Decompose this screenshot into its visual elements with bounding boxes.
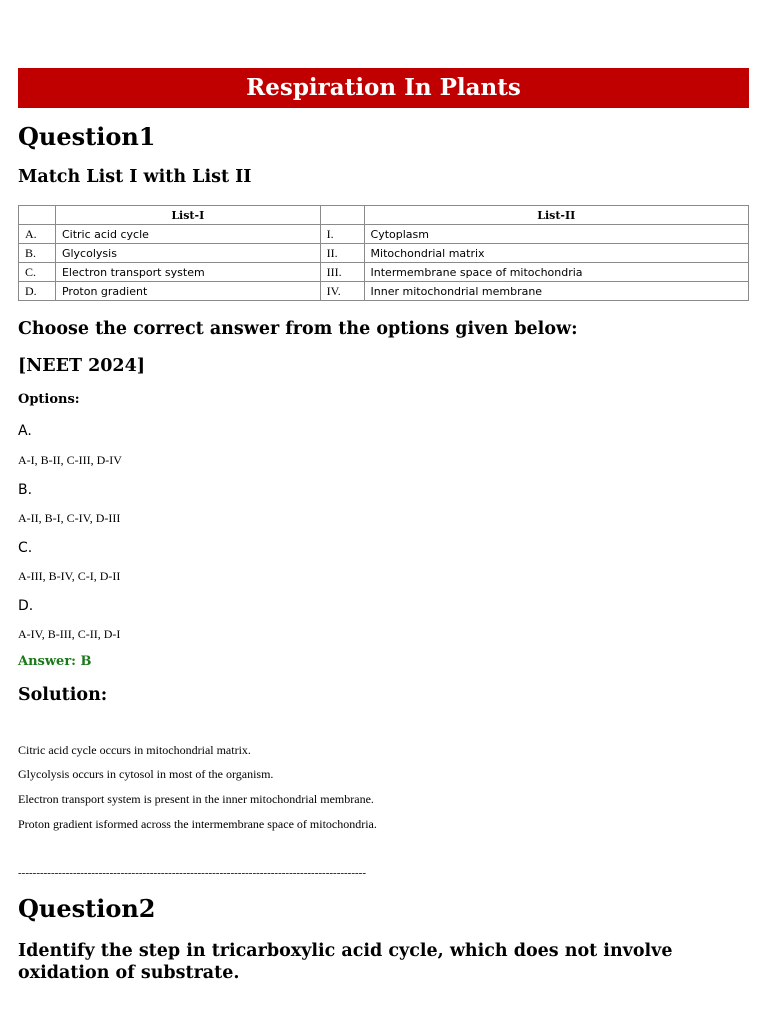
list1-key: B. <box>19 244 56 263</box>
solution-line: Proton gradient isformed across the intermembrane space of mitochondria. <box>18 817 377 831</box>
solution-line: Citric acid cycle occurs in mitochondrial matrix. <box>18 743 251 757</box>
option-b-letter: B. <box>18 482 33 498</box>
list2-key: IV. <box>320 282 364 301</box>
table-row <box>19 244 749 263</box>
question1-instruction: Choose the correct answer from the options given below: <box>18 319 578 339</box>
list2-key: II. <box>320 244 364 263</box>
solution-line: Electron transport system is present in the inner mitochondrial membrane. <box>18 792 374 806</box>
list2-value: Mitochondrial matrix <box>364 244 748 263</box>
list2-value: Intermembrane space of mitochondria <box>364 263 748 282</box>
option-d-text: A-IV, B-III, C-II, D-I <box>18 627 121 641</box>
list2-value: Cytoplasm <box>364 225 748 244</box>
option-c-letter: C. <box>18 540 33 556</box>
table-row <box>19 282 749 301</box>
option-c-text: A-III, B-IV, C-I, D-II <box>18 569 121 583</box>
question2-prompt: Identify the step in tricarboxylic acid cycle, which does not involve oxidation of substrate. <box>18 941 673 983</box>
answer-text: Answer: B <box>18 654 92 669</box>
list1-value: Citric acid cycle <box>55 225 320 244</box>
solution-line: Glycolysis occurs in cytosol in most of the organism. <box>18 767 274 781</box>
list1-value: Electron transport system <box>55 263 320 282</box>
match-table-header-row <box>19 206 749 225</box>
table-row <box>19 225 749 244</box>
option-d-letter: D. <box>18 598 34 614</box>
list1-key: A. <box>19 225 56 244</box>
list1-key: D. <box>19 282 56 301</box>
question1-heading: Question1 <box>18 122 156 151</box>
list2-key: I. <box>320 225 364 244</box>
chapter-title-banner: Respiration In Plants <box>18 68 749 108</box>
question1-prompt: Match List I with List II <box>18 167 252 187</box>
table-header-blank <box>320 206 364 225</box>
solution-heading: Solution: <box>18 685 108 705</box>
match-table <box>18 205 749 301</box>
table-header-list2: List-II <box>364 206 748 225</box>
list1-value: Glycolysis <box>55 244 320 263</box>
table-header-blank <box>19 206 56 225</box>
list1-value: Proton gradient <box>55 282 320 301</box>
question-separator: ----------------------------------------------------------------------------------------------- <box>18 867 366 879</box>
options-label: Options: <box>18 392 80 407</box>
table-row <box>19 263 749 282</box>
table-header-list1: List-I <box>55 206 320 225</box>
option-b-text: A-II, B-I, C-IV, D-III <box>18 511 121 525</box>
list2-key: III. <box>320 263 364 282</box>
option-a-letter: A. <box>18 423 32 439</box>
question2-heading: Question2 <box>18 894 156 923</box>
list1-key: C. <box>19 263 56 282</box>
option-a-text: A-I, B-II, C-III, D-IV <box>18 453 122 467</box>
list2-value: Inner mitochondrial membrane <box>364 282 748 301</box>
exam-tag: [NEET 2024] <box>18 356 146 376</box>
